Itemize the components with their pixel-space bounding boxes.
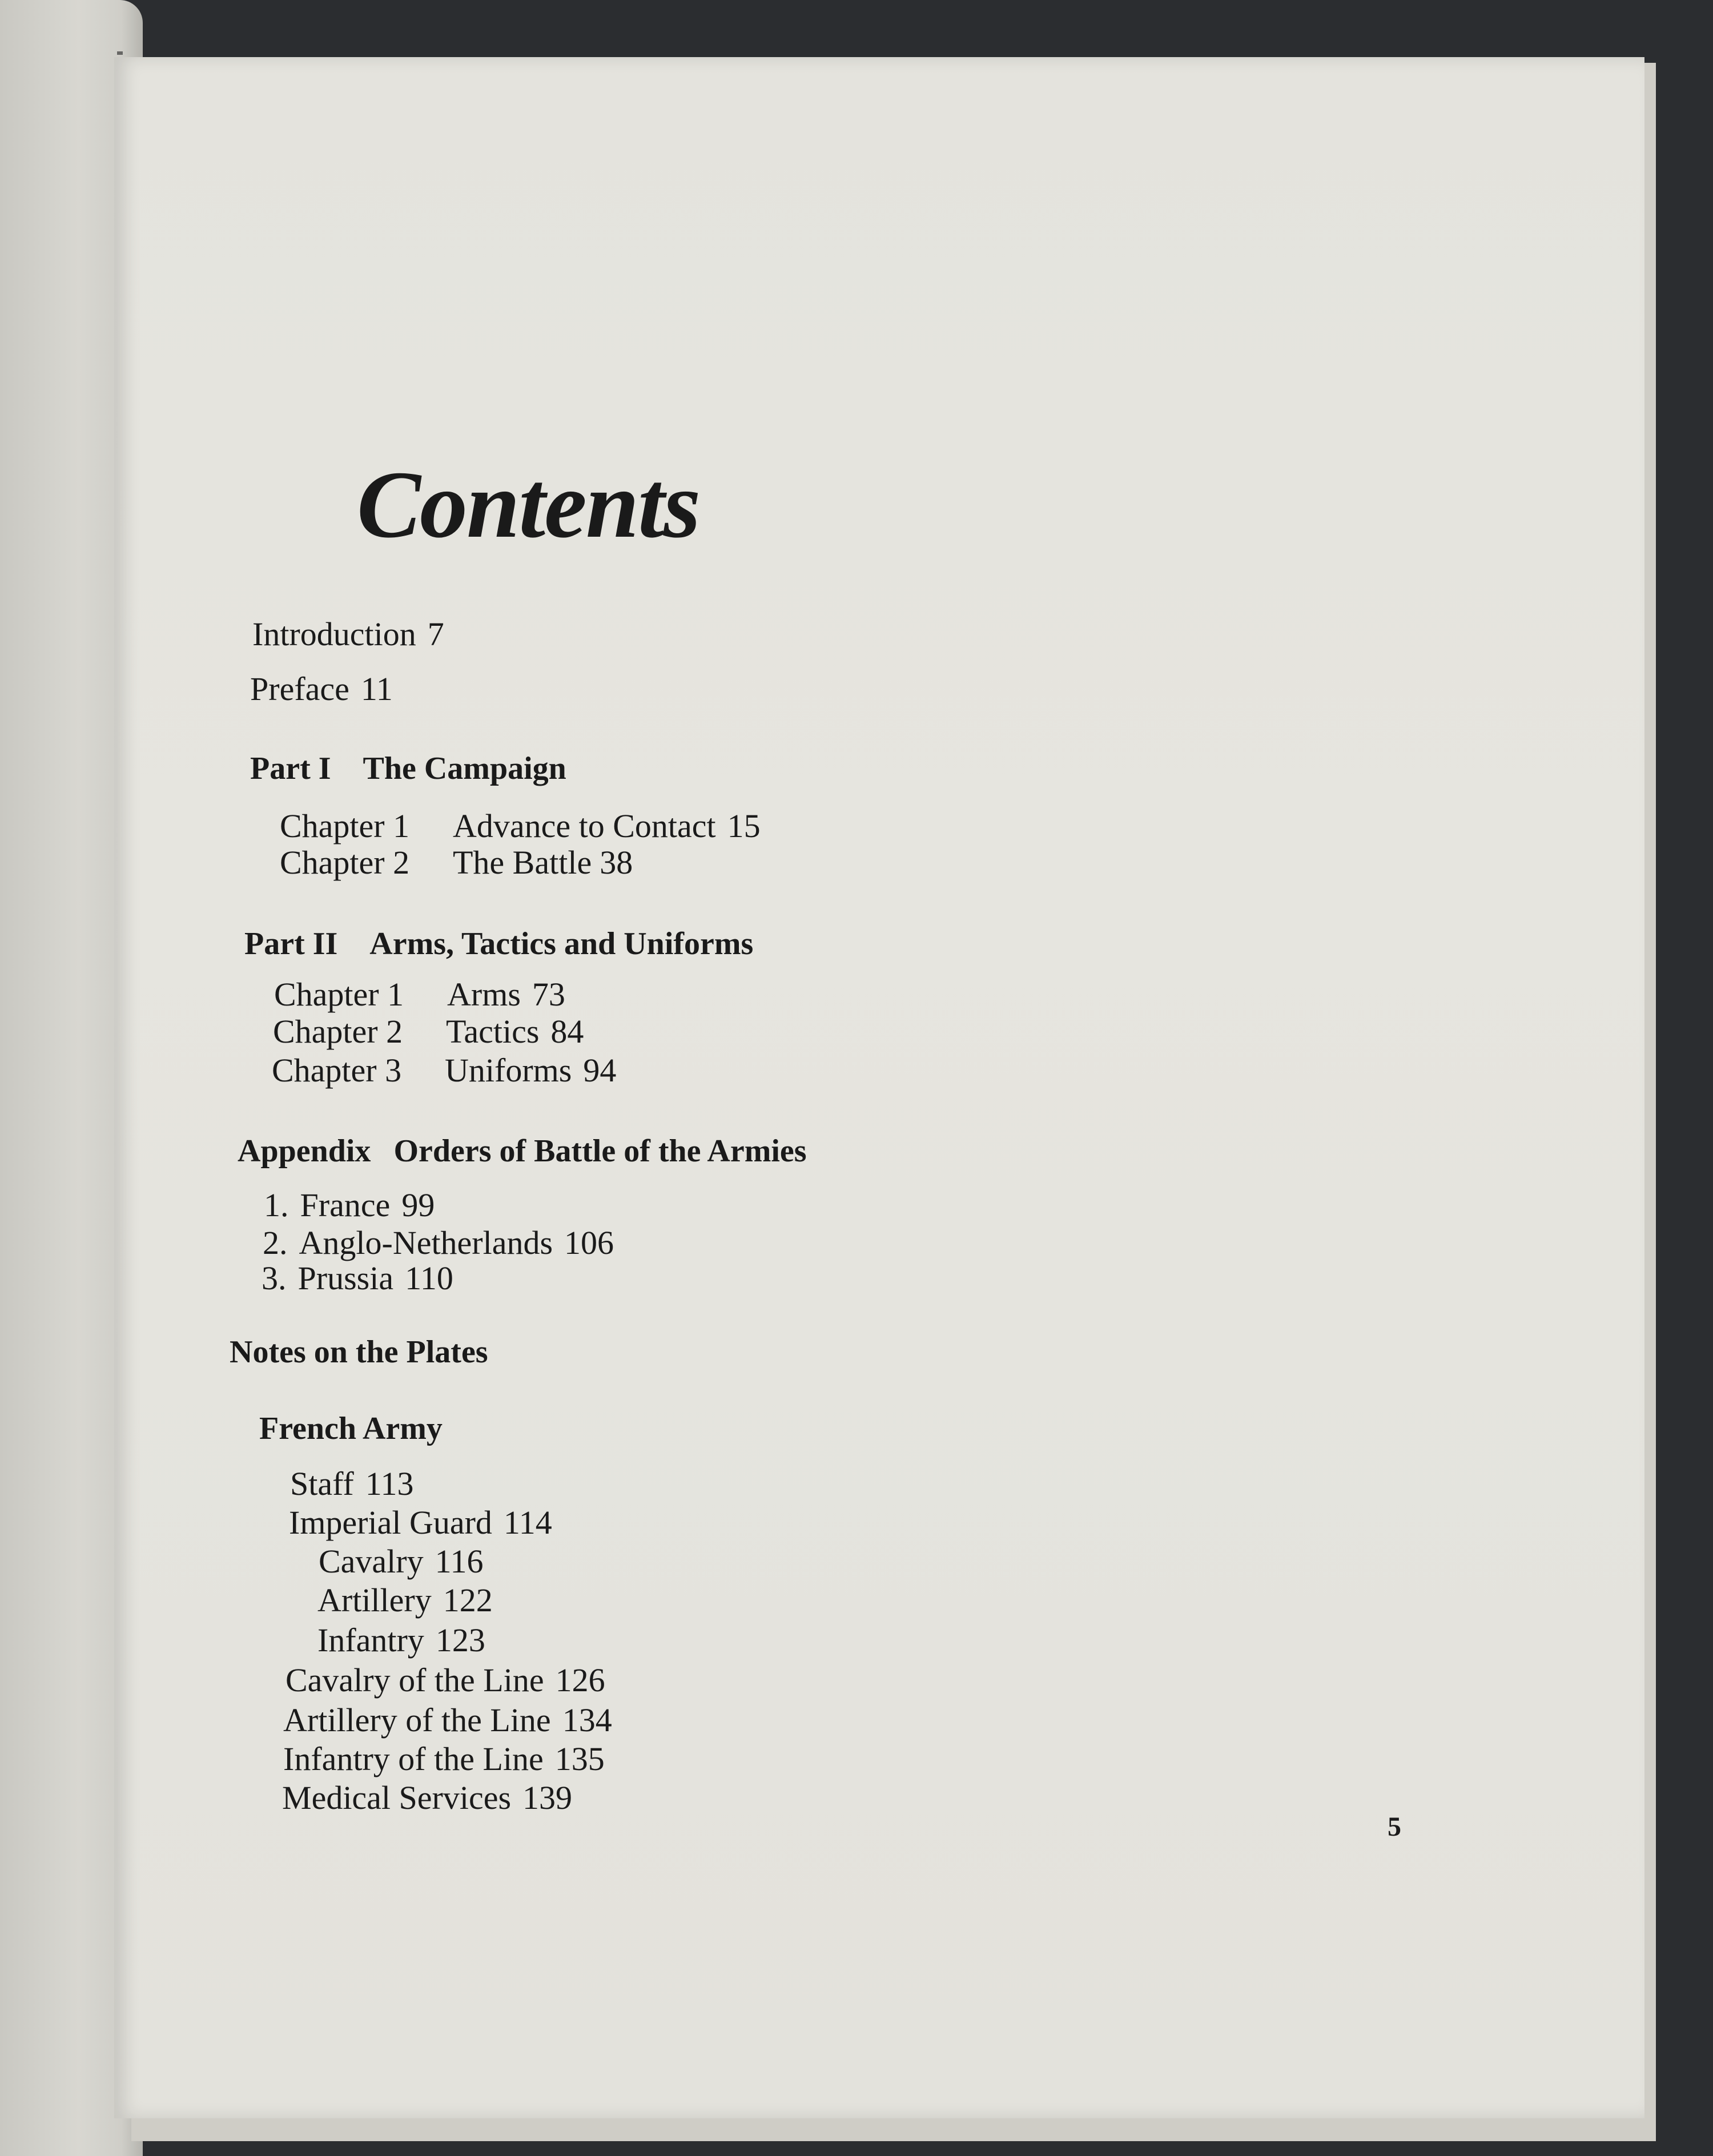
entry-page: 122 bbox=[443, 1582, 493, 1619]
entry-page: 139 bbox=[522, 1779, 573, 1816]
chapter-label: Chapter 2 bbox=[273, 1013, 403, 1050]
entry-title: Medical Services bbox=[282, 1779, 512, 1816]
toc-entry-introduction bbox=[252, 618, 444, 651]
part-label: Part II bbox=[244, 926, 338, 962]
toc-entry-medical-services bbox=[282, 1781, 572, 1815]
appendix-label: Appendix bbox=[238, 1133, 371, 1169]
part-title: The Campaign bbox=[363, 751, 566, 786]
entry-page: 15 bbox=[727, 807, 761, 844]
item-number: 2. bbox=[263, 1224, 288, 1261]
entry-page: 84 bbox=[550, 1013, 584, 1050]
entry-title: Infantry of the Line bbox=[283, 1740, 544, 1777]
entry-title: Staff bbox=[290, 1465, 354, 1502]
entry-page: 123 bbox=[435, 1622, 485, 1659]
entry-page: 135 bbox=[554, 1740, 605, 1777]
contents-page bbox=[114, 57, 1644, 2118]
toc-entry-guard-artillery bbox=[317, 1584, 493, 1617]
page-title: Contents bbox=[357, 452, 700, 558]
entry-page: 7 bbox=[427, 616, 444, 653]
entry-page: 38 bbox=[600, 844, 633, 881]
entry-title: Tactics bbox=[446, 1013, 540, 1050]
entry-page: 99 bbox=[401, 1186, 435, 1224]
entry-title: Imperial Guard bbox=[289, 1504, 492, 1541]
toc-french-army-heading: French Army bbox=[259, 1411, 443, 1446]
entry-title: Infantry bbox=[317, 1622, 424, 1659]
toc-part-1-heading bbox=[250, 753, 566, 785]
toc-entry-cavalry-of-the-line bbox=[286, 1664, 605, 1697]
chapter-label: Chapter 3 bbox=[272, 1052, 402, 1089]
toc-entry-appendix-2 bbox=[263, 1226, 614, 1260]
toc-appendix-heading bbox=[238, 1135, 807, 1167]
toc-entry-staff bbox=[290, 1467, 414, 1501]
entry-title: Preface bbox=[250, 670, 349, 707]
toc-entry-part1-chapter2 bbox=[280, 846, 633, 879]
entry-page: 11 bbox=[360, 670, 393, 707]
entry-page: 110 bbox=[405, 1260, 453, 1297]
toc-entry-part2-chapter3 bbox=[272, 1054, 616, 1087]
entry-title: Uniforms bbox=[445, 1052, 572, 1089]
toc-entry-part1-chapter1 bbox=[280, 807, 761, 844]
toc-entry-guard-cavalry bbox=[319, 1545, 483, 1578]
appendix-title: Orders of Battle of the Armies bbox=[393, 1133, 807, 1169]
entry-page: 126 bbox=[555, 1662, 605, 1699]
toc-part-2-heading bbox=[244, 928, 753, 960]
contents-body bbox=[114, 57, 1644, 2118]
entry-page: 116 bbox=[435, 1543, 484, 1580]
chapter-label: Chapter 2 bbox=[280, 844, 410, 881]
entry-title: Advance to Contact bbox=[453, 807, 716, 844]
entry-title: Artillery bbox=[317, 1582, 432, 1619]
entry-title: Arms bbox=[447, 976, 521, 1013]
page-number: 5 bbox=[1388, 1812, 1401, 1842]
toc-entry-appendix-1 bbox=[264, 1186, 435, 1224]
toc-entry-artillery-of-the-line bbox=[283, 1704, 612, 1737]
chapter-label: Chapter 1 bbox=[274, 976, 404, 1013]
toc-entry-preface bbox=[250, 670, 393, 707]
entry-title: Prussia bbox=[297, 1260, 394, 1297]
entry-title: Anglo-Netherlands bbox=[299, 1224, 553, 1261]
entry-title: Artillery of the Line bbox=[283, 1702, 551, 1739]
toc-entry-infantry-of-the-line bbox=[283, 1740, 605, 1777]
entry-title: The Battle bbox=[453, 844, 592, 881]
toc-entry-imperial-guard bbox=[289, 1506, 552, 1539]
entry-page: 113 bbox=[365, 1465, 414, 1502]
entry-title: Cavalry of the Line bbox=[286, 1662, 544, 1699]
part-label: Part I bbox=[250, 751, 331, 786]
toc-entry-appendix-3 bbox=[262, 1262, 453, 1295]
chapter-label: Chapter 1 bbox=[280, 807, 410, 844]
entry-page: 73 bbox=[532, 976, 565, 1013]
toc-entry-part2-chapter2 bbox=[273, 1015, 584, 1048]
entry-page: 114 bbox=[503, 1504, 552, 1541]
entry-title: France bbox=[300, 1186, 391, 1224]
item-number: 3. bbox=[262, 1260, 287, 1297]
entry-title: Introduction bbox=[252, 616, 416, 653]
entry-page: 106 bbox=[564, 1224, 614, 1261]
toc-notes-heading: Notes on the Plates bbox=[230, 1334, 488, 1370]
toc-entry-guard-infantry bbox=[317, 1624, 485, 1657]
entry-title: Cavalry bbox=[319, 1543, 424, 1580]
entry-page: 94 bbox=[583, 1052, 617, 1089]
item-number: 1. bbox=[264, 1186, 289, 1224]
part-title: Arms, Tactics and Uniforms bbox=[369, 926, 754, 962]
entry-page: 134 bbox=[562, 1702, 612, 1739]
toc-entry-part2-chapter1 bbox=[274, 978, 565, 1011]
